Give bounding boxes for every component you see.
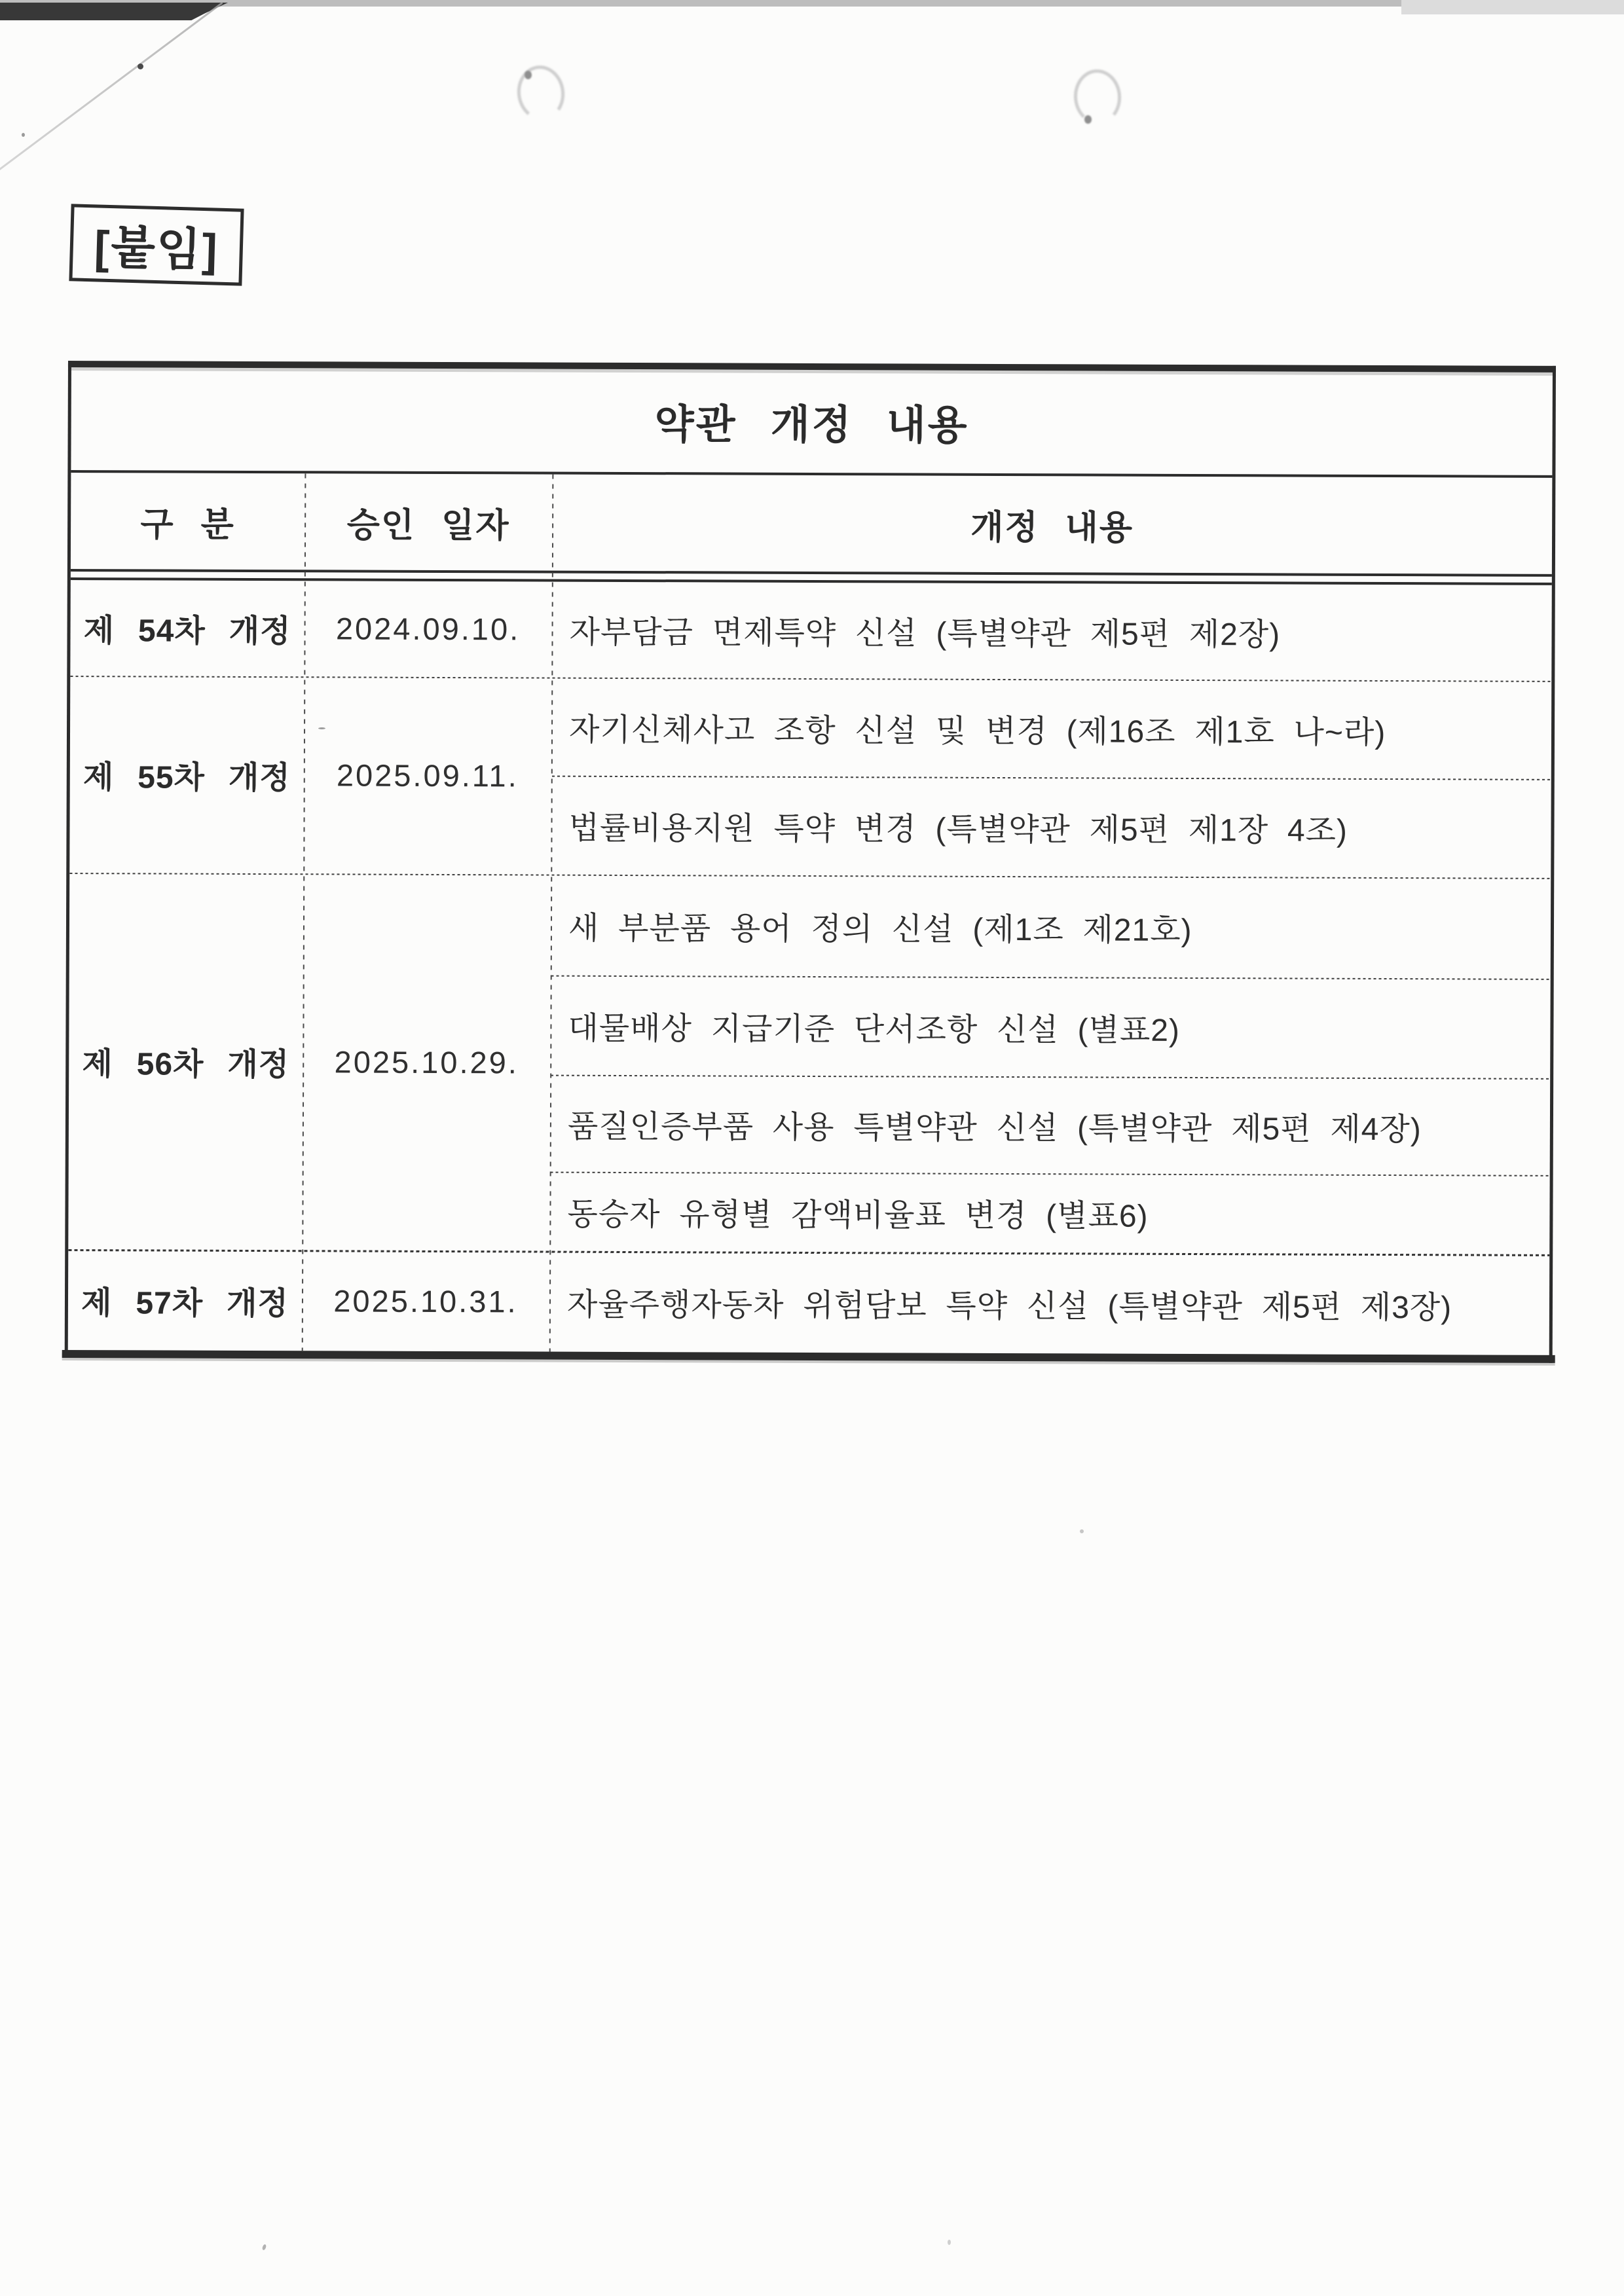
row-content: 자기신체사고 조항 신설 및 변경 (제16조 제1호 나~라): [568, 712, 1386, 750]
page-edge-crease: [0, 2, 223, 172]
row-content: 품질인증부품 사용 특별약관 신설 (특별약관 제5편 제4장): [567, 1109, 1422, 1147]
table-title: 약관 개정 내용: [654, 402, 969, 448]
scan-speck: [948, 2240, 951, 2245]
row-category: 제 54차 개정: [83, 613, 291, 649]
row-content: 법률비용지원 특약 변경 (특별약관 제5편 제1장 4조): [568, 811, 1348, 848]
punch-hole-right: [1072, 68, 1123, 126]
scan-speck: [22, 133, 25, 137]
row-approval-date: 2025.09.11.: [336, 757, 519, 793]
scanner-edge-strip: [0, 0, 1624, 7]
scan-speck: [138, 64, 143, 69]
row-approval-date: 2025.10.29.: [334, 1044, 519, 1080]
row-category: 제 56차 개정: [82, 1047, 290, 1083]
punch-hole-left-mark: [525, 71, 532, 79]
row-approval-date: 2024.09.10.: [335, 611, 521, 647]
row-content: 자부담금 면제특약 신설 (특별약관 제5편 제2장): [569, 615, 1281, 653]
scanner-edge-strip-right: [1401, 0, 1624, 14]
punch-hole-left: [514, 62, 568, 123]
column-header-category: 구 분: [140, 505, 235, 544]
row-category: 제 55차 개정: [83, 760, 291, 796]
row-content: 자율주행자동차 위험담보 특약 신설 (특별약관 제5편 제3장): [566, 1287, 1452, 1325]
row-category: 제 57차 개정: [81, 1285, 289, 1321]
row-content: 새 부분품 용어 정의 신설 (제1조 제21호): [568, 911, 1192, 948]
row-content: 동승자 유형별 감액비율표 변경 (별표6): [567, 1197, 1149, 1234]
attachment-badge-label: [붙임]: [93, 221, 219, 276]
scan-speck: [1080, 1529, 1084, 1533]
row-approval-date: 2025.10.31.: [333, 1283, 518, 1319]
column-header-contents: 개정 내용: [970, 508, 1134, 547]
revision-table: [65, 361, 1556, 1363]
scan-shadow-band: [0, 3, 228, 20]
column-header-approval-date: 승인 일자: [346, 506, 510, 545]
row-content: 대물배상 지급기준 단서조항 신설 (별표2): [568, 1011, 1181, 1048]
scan-speck: [262, 2244, 267, 2250]
punch-hole-right-mark: [1084, 115, 1092, 124]
attachment-badge: [69, 204, 244, 285]
